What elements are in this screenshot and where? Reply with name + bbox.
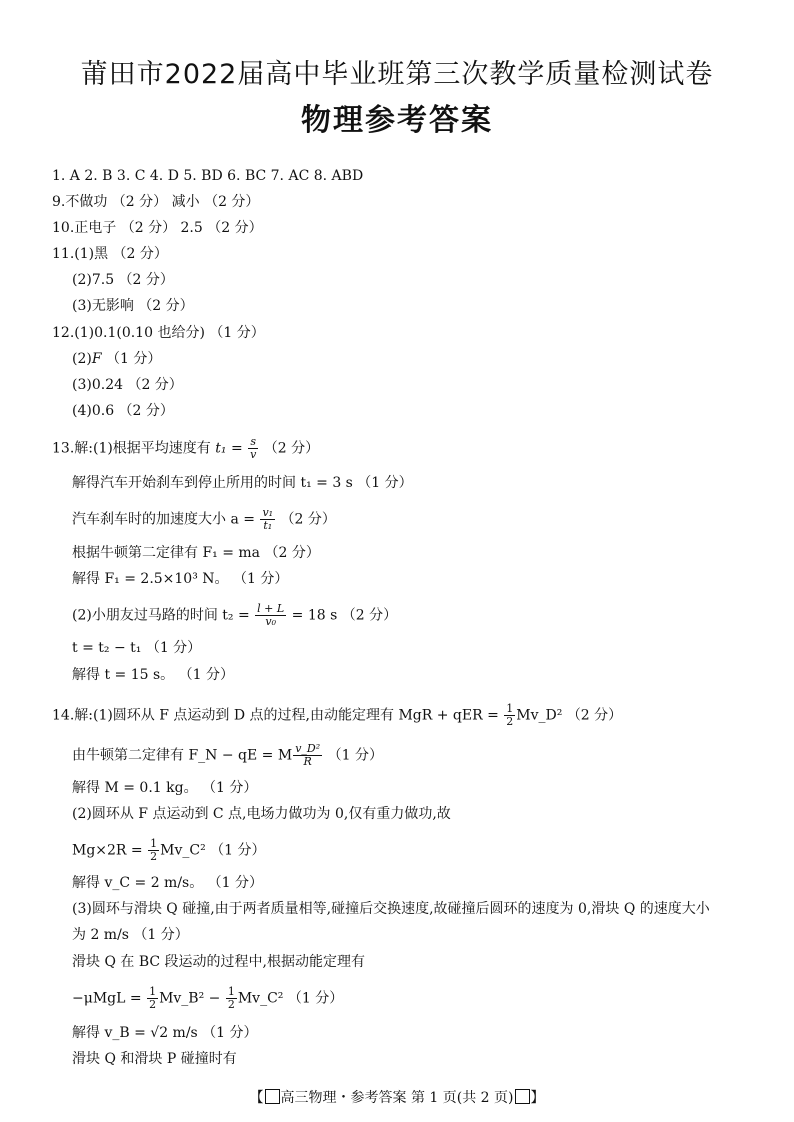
answer-q14-8: 为 2 m/s （1 分） xyxy=(72,927,189,943)
page-footer xyxy=(0,1087,794,1107)
answer-key-title: 物理参考答案 xyxy=(301,103,493,138)
answer-q14-7: (3)圆环与滑块 Q 碰撞,由于两者质量相等,碰撞后交换速度,故碰撞后圆环的速度为 0,滑块 Q 的速度大小 xyxy=(72,901,710,917)
answer-q14-11: 解得 v_B = √2 m/s （1 分） xyxy=(72,1025,258,1041)
footer-close-bracket: 】 xyxy=(530,1090,545,1106)
fraction: $\frac{s}{v}$ xyxy=(250,435,257,461)
answer-q13-5: 解得 F₁ = 2.5×10³ N。 （1 分） xyxy=(72,571,289,587)
answer-q14-4: (2)圆环从 F 点运动到 C 点,电场力做功为 0,仅有重力做功,故 xyxy=(72,806,451,822)
answer-q13-3: 汽车刹车时的加速度大小 a = $\frac{\text{v₁}}{\text{t₁}}$ （2 分） xyxy=(72,506,336,532)
answer-q9: 9.不做功 （2 分） 减小 （2 分） xyxy=(52,194,260,210)
answer-q12-2: (2)F （1 分） xyxy=(72,351,162,367)
exam-title: 莆田市2022届高中毕业班第三次教学质量检测试卷 xyxy=(80,59,714,90)
answer-q14-1: 14.解:(1)圆环从 F 点运动到 D 点的过程,由动能定理有 MgR + qER = $\frac{1}{2}$ Mv_D² （2 分） xyxy=(52,702,623,728)
answer-q11-1: 11.(1)黑 （2 分） xyxy=(52,246,168,262)
fraction: $\frac{1}{2}$ xyxy=(506,702,514,728)
fraction: $\frac{l + L}{\text{v₀}}$ xyxy=(257,602,285,628)
checkbox-square-icon xyxy=(265,1089,280,1104)
answer-q14-12: 滑块 Q 和滑块 P 碰撞时有 xyxy=(72,1051,237,1067)
answer-q14-6: 解得 v_C = 2 m/s。 （1 分） xyxy=(72,875,264,891)
multiple-choice-answers: 1. A 2. B 3. C 4. D 5. BD 6. BC 7. AC 8. ABD xyxy=(52,168,364,184)
answer-q13-6: (2)小朋友过马路的时间 t₂ = $\frac{l + L}{\text{v₀}}$ = 18 s （2 分） xyxy=(72,602,398,628)
answer-q10: 10.正电子 （2 分） 2.5 （2 分） xyxy=(52,220,263,236)
answer-q12-1: 12.(1)0.1(0.10 也给分) （1 分） xyxy=(52,325,265,341)
fraction: $\frac{\text{v₁}}{\text{t₁}}$ xyxy=(262,506,274,532)
answer-q12-3: (3)0.24 （2 分） xyxy=(72,377,183,393)
answer-q14-3: 解得 M = 0.1 kg。 （1 分） xyxy=(72,780,258,796)
footer-text: 高三物理・参考答案 第 1 页(共 2 页) xyxy=(280,1090,514,1106)
checkbox-square-icon xyxy=(515,1089,530,1104)
answer-q14-5: Mg×2R = $\frac{1}{2}$ Mv_C² （1 分） xyxy=(72,837,266,863)
fraction: $\frac{1}{2}$ xyxy=(149,985,157,1011)
answer-q13-4: 根据牛顿第二定律有 F₁ = ma （2 分） xyxy=(72,545,320,561)
answer-q14-2: 由牛顿第二定律有 F_N − qE = M $\frac{\text{v\_D²}}{R}$ （1 分） xyxy=(72,742,383,768)
answer-q11-2: (2)7.5 （2 分） xyxy=(72,272,174,288)
fraction: $\frac{\text{v\_D²}}{R}$ xyxy=(295,742,321,768)
fraction: $\frac{1}{2}$ xyxy=(227,985,235,1011)
answer-q14-9: 滑块 Q 在 BC 段运动的过程中,根据动能定理有 xyxy=(72,954,365,970)
footer-open-bracket: 【 xyxy=(249,1090,264,1106)
answer-q11-3: (3)无影响 （2 分） xyxy=(72,298,194,314)
answer-q13-8: 解得 t = 15 s。 （1 分） xyxy=(72,667,234,683)
fraction: $\frac{1}{2}$ xyxy=(150,837,158,863)
answer-q14-10: −μMgL = $\frac{1}{2}$ Mv_B² − $\frac{1}{2}$ Mv_C² （1 分） xyxy=(72,985,344,1011)
answer-q13-7: t = t₂ − t₁ （1 分） xyxy=(72,640,202,656)
answer-q12-4: (4)0.6 （2 分） xyxy=(72,403,174,419)
answer-q13-1: 13.解:(1)根据平均速度有 t₁ = $\frac{s}{v}$ （2 分） xyxy=(52,435,320,461)
answer-q13-2: 解得汽车开始刹车到停止所用的时间 t₁ = 3 s （1 分） xyxy=(72,475,413,491)
